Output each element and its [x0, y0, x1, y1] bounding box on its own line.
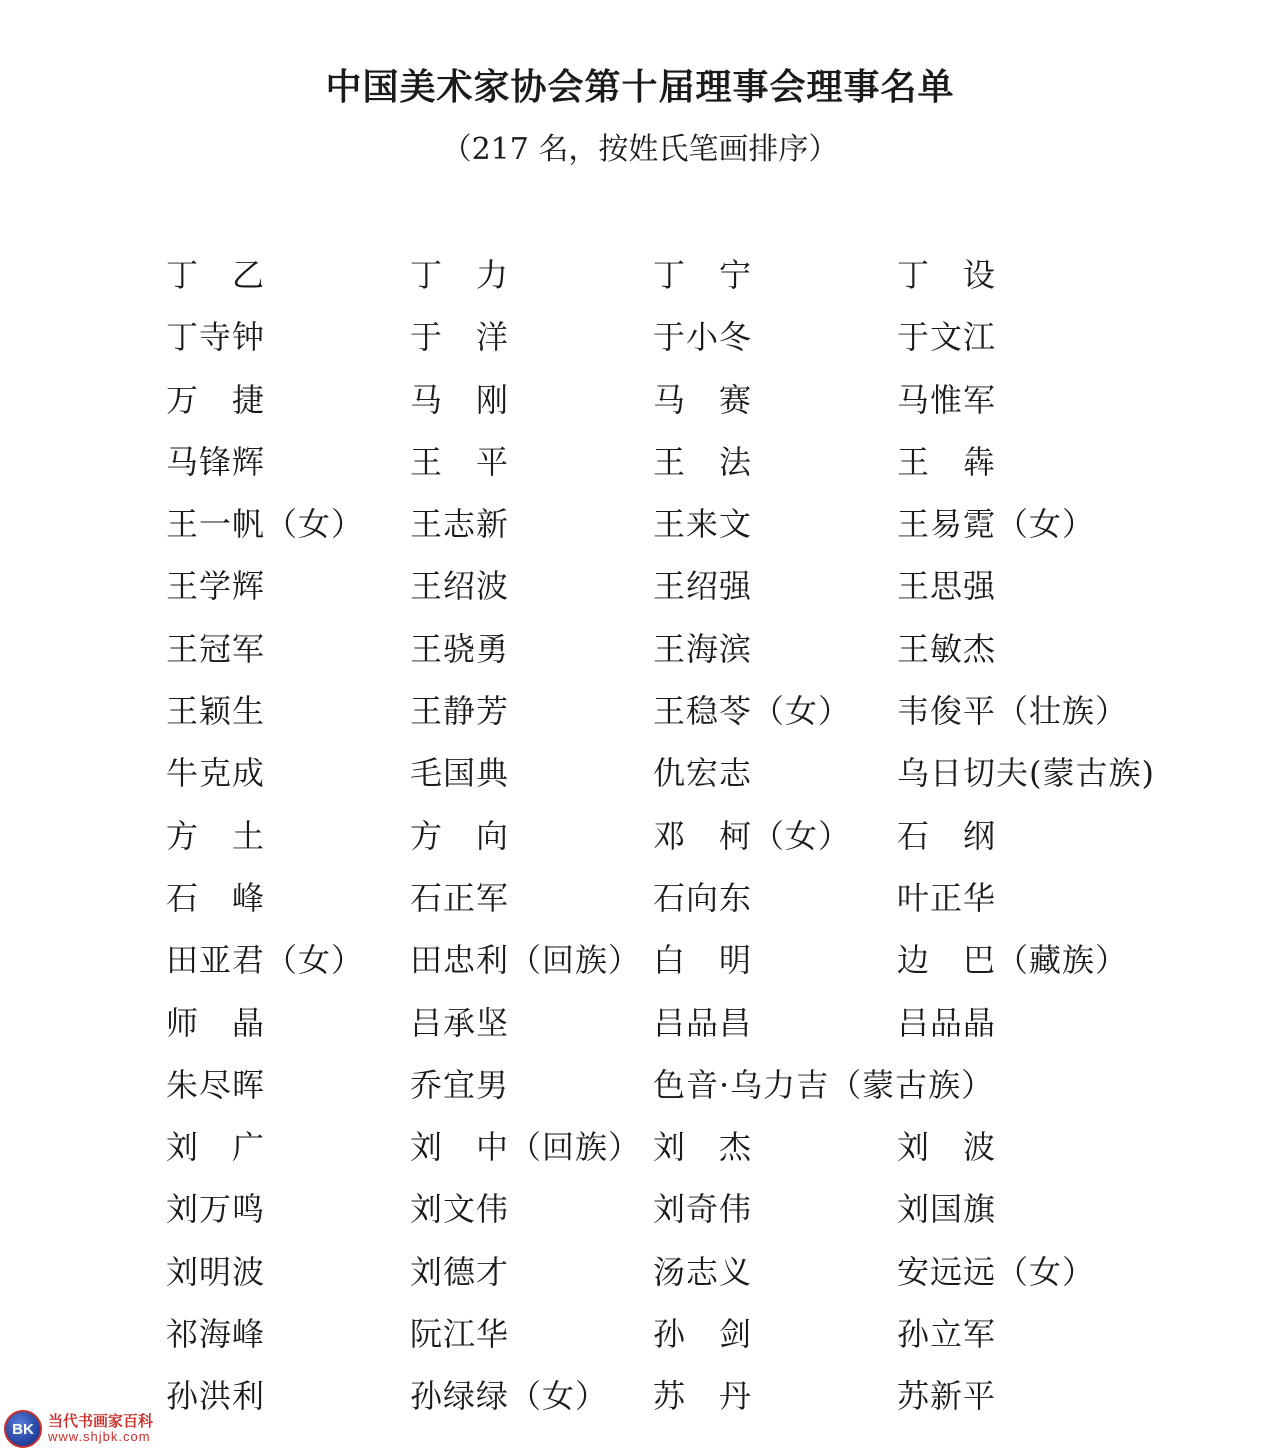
member-name: 丁 宁 [653, 256, 753, 294]
member-name: 王冠军 [166, 629, 266, 668]
member-name: 王学辉 [166, 567, 266, 606]
member-name: 王海滨 [653, 629, 753, 668]
name-row [166, 622, 1246, 684]
member-name: 乔宜男 [410, 1065, 510, 1104]
member-name: 于文江 [897, 318, 997, 357]
member-name: 石向东 [653, 878, 753, 917]
member-name: 刘文伟 [410, 1190, 510, 1229]
name-row [166, 1369, 1246, 1431]
member-name: 刘 杰 [653, 1128, 753, 1167]
member-name: 石正军 [410, 878, 510, 917]
member-name: 王一帆（女） [166, 505, 365, 544]
member-name: 王静芳 [410, 692, 510, 731]
member-name: 马惟军 [897, 380, 997, 419]
watermark-site-name: 当代书画家百科 [48, 1412, 154, 1430]
member-name: 石 纲 [897, 816, 997, 855]
member-name: 叶正华 [897, 878, 997, 917]
member-name: 田忠利（回族） [410, 941, 642, 980]
member-name: 万 捷 [166, 380, 266, 419]
watermark-url: www.shjbk.com [48, 1429, 151, 1444]
member-name: 汤志义 [653, 1252, 753, 1291]
name-row [166, 809, 1246, 871]
name-row [166, 248, 1246, 310]
member-name: 王 平 [410, 442, 510, 481]
member-name: 刘 中（回族） [410, 1128, 642, 1167]
name-row [166, 684, 1246, 746]
member-name: 王稳苓（女） [653, 692, 852, 731]
member-name: 仇宏志 [653, 754, 753, 793]
member-name: 孙洪利 [166, 1377, 266, 1416]
member-name: 王志新 [410, 505, 510, 544]
member-name: 刘奇伟 [653, 1190, 753, 1229]
member-name: 丁寺钟 [166, 318, 266, 357]
member-name: 韦俊平（壮族） [897, 692, 1129, 731]
member-name: 马锋辉 [166, 442, 266, 481]
member-name: 朱尽晖 [166, 1065, 266, 1104]
member-name: 孙立军 [897, 1315, 997, 1354]
name-row [166, 559, 1246, 621]
member-name: 祁海峰 [166, 1315, 266, 1354]
member-name: 刘明波 [166, 1252, 266, 1291]
name-row [166, 933, 1246, 995]
member-name: 吕品晶 [897, 1003, 997, 1042]
member-name: 丁 乙 [166, 256, 266, 294]
member-name: 马 赛 [653, 380, 753, 419]
name-row [166, 497, 1246, 559]
member-name: 安远远（女） [897, 1252, 1096, 1291]
name-row [166, 1307, 1246, 1369]
member-name: 王绍波 [410, 567, 510, 606]
member-name: 石 峰 [166, 878, 266, 917]
member-name: 于 洋 [410, 318, 510, 357]
bk-logo-icon: BK [4, 1410, 42, 1448]
name-row [166, 746, 1246, 808]
member-name: 乌日切夫(蒙古族) [897, 754, 1155, 793]
member-name: 王易霓（女） [897, 505, 1096, 544]
member-name: 牛克成 [166, 754, 266, 793]
member-name: 王来文 [653, 505, 753, 544]
document-subtitle: （217 名，按姓氏笔画排序） [441, 132, 839, 167]
name-row [166, 1245, 1246, 1307]
member-name: 刘德才 [410, 1252, 510, 1291]
member-name: 邓 柯（女） [653, 816, 852, 855]
document-title: 中国美术家协会第十届理事会理事名单 [325, 66, 955, 108]
name-row [166, 310, 1246, 372]
member-name: 师 晶 [166, 1003, 266, 1042]
member-name: 王敏杰 [897, 629, 997, 668]
member-name: 丁 设 [897, 256, 997, 294]
member-name: 王颖生 [166, 692, 266, 731]
member-name: 毛国典 [410, 754, 510, 793]
member-name: 苏 丹 [653, 1377, 753, 1416]
member-name: 吕承坚 [410, 1003, 510, 1042]
member-name: 边 巴（藏族） [897, 941, 1129, 980]
member-name: 刘万鸣 [166, 1190, 266, 1229]
name-row [166, 435, 1246, 497]
site-watermark [4, 1409, 153, 1449]
member-name: 方 向 [410, 816, 510, 855]
member-name: 方 土 [166, 816, 266, 855]
member-name: 王骁勇 [410, 629, 510, 668]
member-name: 阮江华 [410, 1315, 510, 1354]
name-row [166, 1182, 1246, 1244]
name-row [166, 1058, 1246, 1120]
name-row [166, 996, 1246, 1058]
member-name: 孙绿绿（女） [410, 1377, 609, 1416]
name-row [166, 1120, 1246, 1182]
member-name: 于小冬 [653, 318, 753, 357]
member-name: 刘 广 [166, 1128, 266, 1167]
watermark-text [48, 1413, 153, 1445]
name-row [166, 871, 1246, 933]
name-row [166, 373, 1246, 435]
member-name: 刘 波 [897, 1128, 997, 1167]
member-name: 孙 剑 [653, 1315, 753, 1354]
member-name: 吕品昌 [653, 1003, 753, 1042]
member-name: 田亚君（女） [166, 941, 365, 980]
member-name: 马 刚 [410, 380, 510, 419]
member-name: 苏新平 [897, 1377, 997, 1416]
member-name: 色音·乌力吉（蒙古族） [653, 1065, 995, 1104]
member-name: 白 明 [653, 941, 753, 980]
name-list [166, 248, 1246, 1432]
member-name: 王 犇 [897, 442, 997, 481]
member-name: 丁 力 [410, 256, 510, 294]
member-name: 王 法 [653, 442, 753, 481]
member-name: 王思强 [897, 567, 997, 606]
member-name: 刘国旗 [897, 1190, 997, 1229]
member-name: 王绍强 [653, 567, 753, 606]
